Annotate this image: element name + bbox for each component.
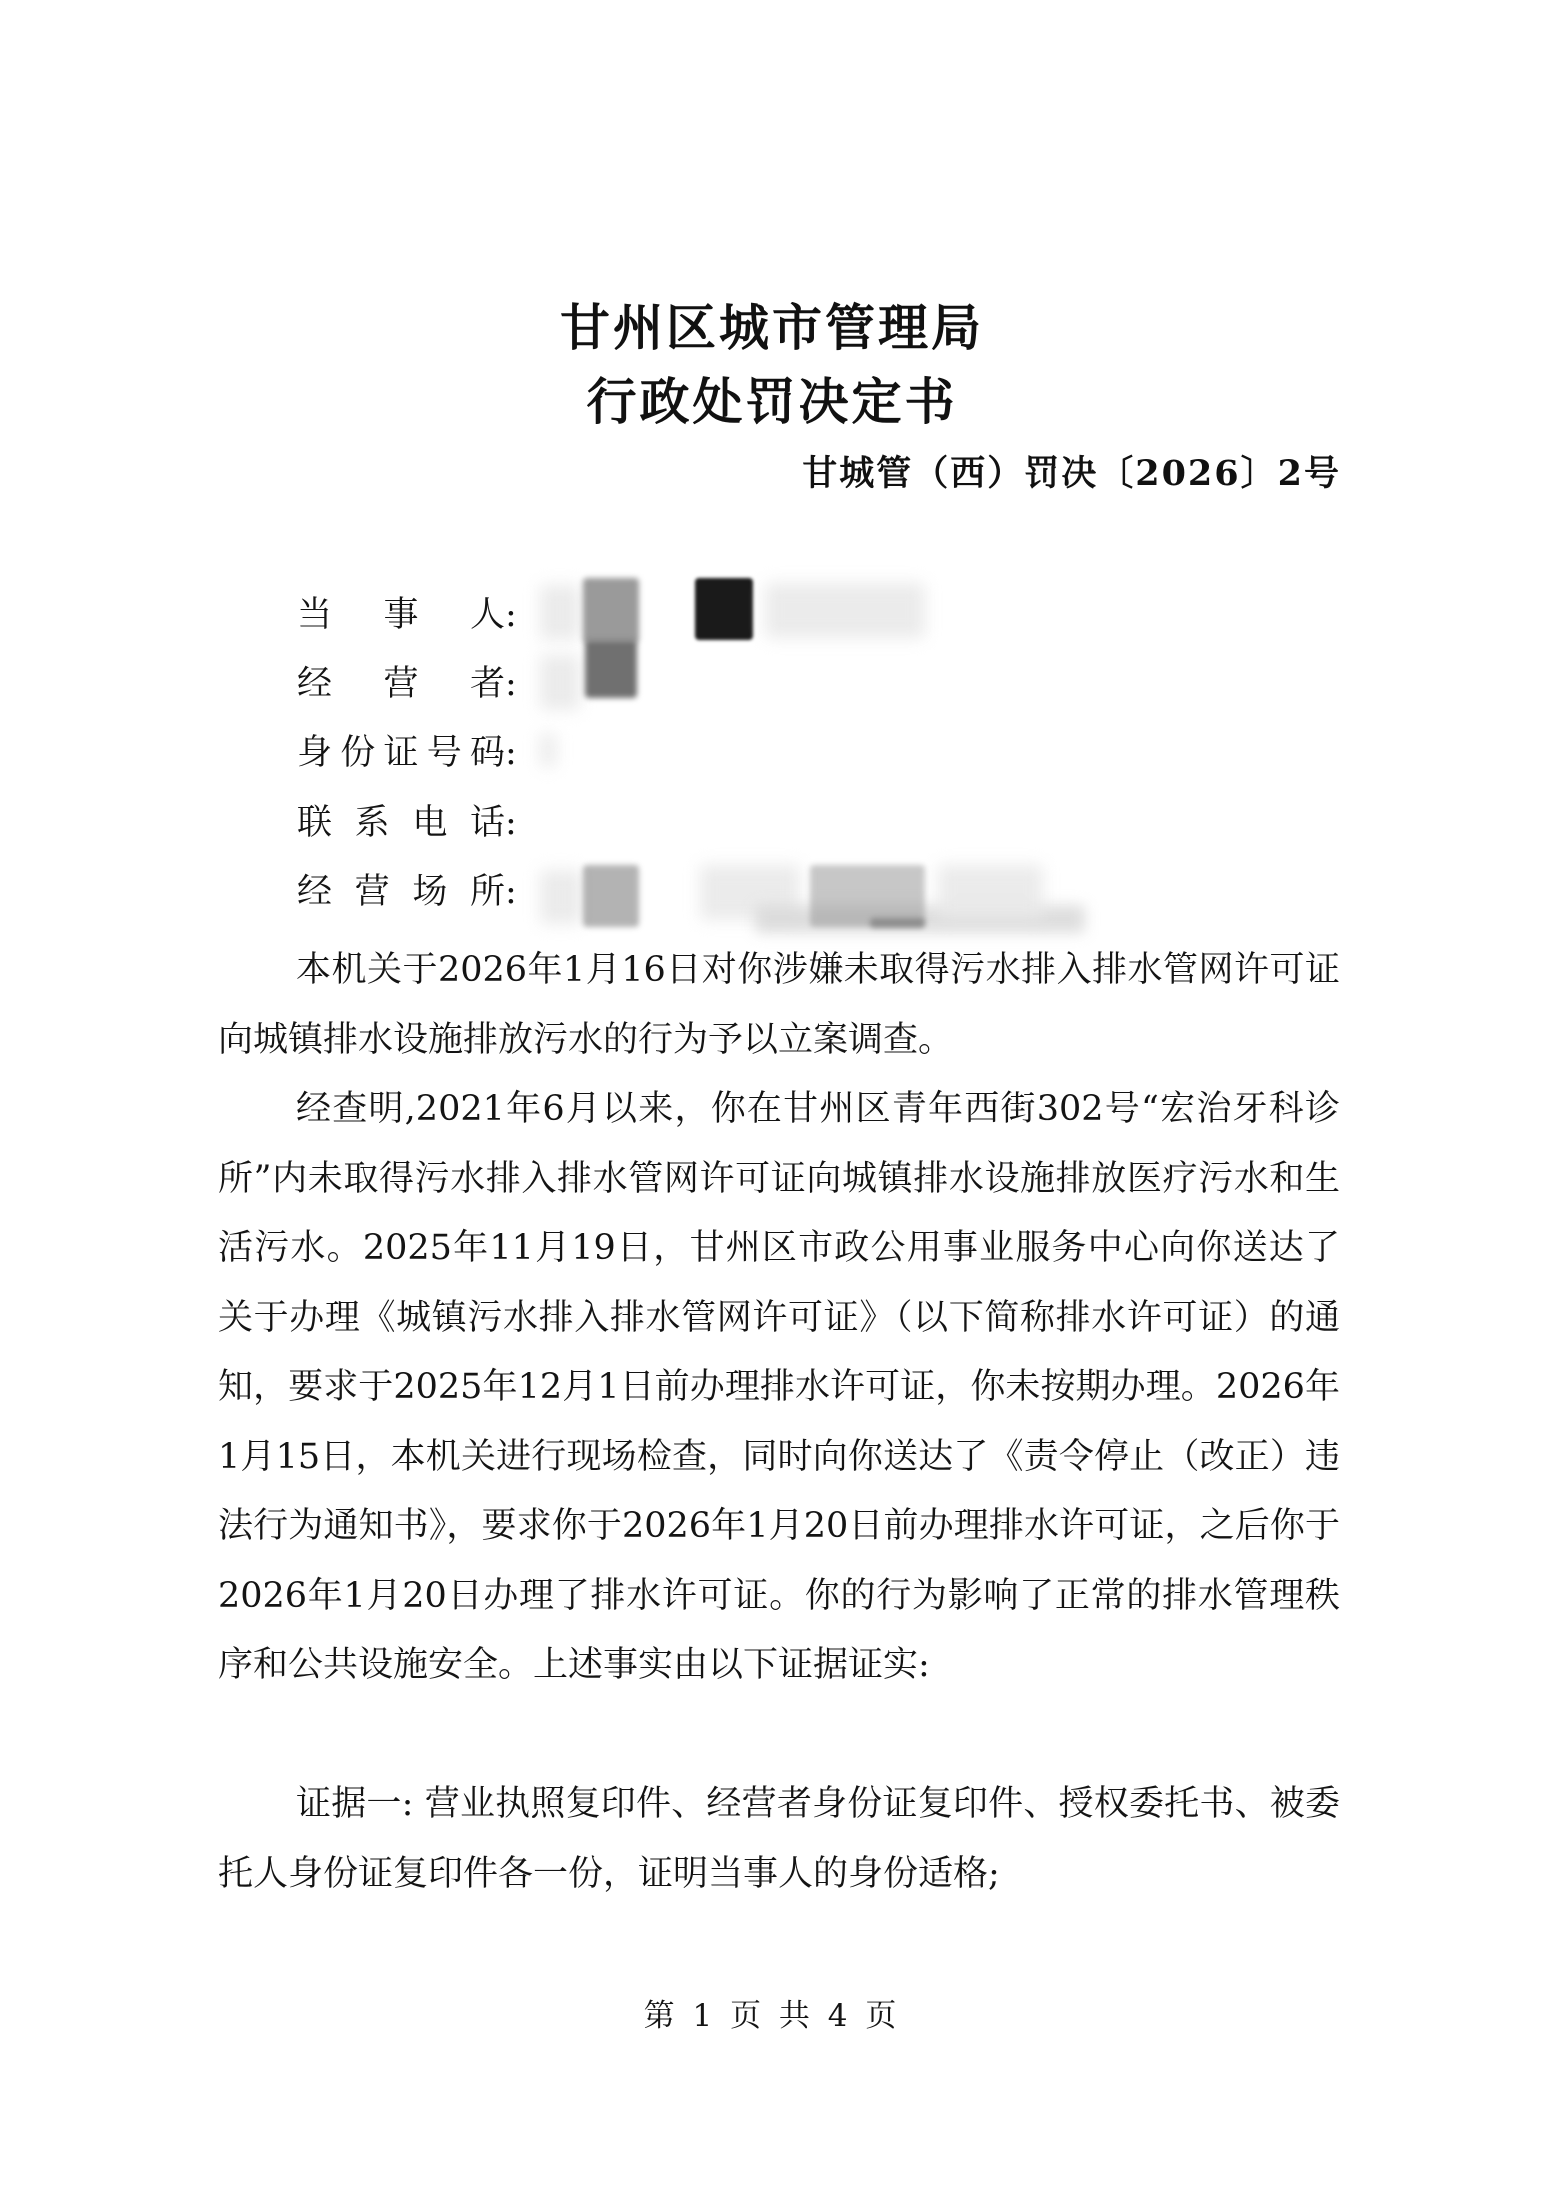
redaction-blur (585, 640, 637, 698)
field-party-label: 当事人 (297, 595, 505, 635)
redaction-blur (540, 655, 580, 710)
redaction-blur (583, 865, 639, 927)
field-id-number-label: 身份证号码 (297, 733, 505, 773)
document-title-agency: 甘州区城市管理局 (560, 298, 984, 357)
field-phone-colon: : (505, 803, 517, 843)
redaction-blur (870, 918, 925, 928)
field-id-number (297, 733, 529, 773)
document-title-type: 行政处罚决定书 (586, 372, 958, 431)
redaction-blur (938, 865, 1043, 920)
field-id-number-colon: : (505, 733, 517, 773)
redaction-blur (540, 870, 582, 924)
field-party-colon: : (505, 595, 517, 635)
field-operator-colon: : (505, 664, 517, 704)
paragraph-findings: 经查明,2021年6月以来，你在甘州区青年西街302号“宏治牙科诊所”内未取得污水排入排水管网许可证向城镇排水设施排放医疗污水和生活污水。2025年11月19日，甘州区市政公用事业服务中心向你送达了关于办理《城镇污水排入排水管网许可证》（以下简称排水许可证）的通知，要求于2025年12月1日前办理排水许可证，你未按期办理。2026年1月15日，本机关进行现场检查，同时向你送达了《责令停止（改正）违法行为通知书》，要求你于2026年1月20日前办理排水许可证，之后你于2026年1月20日办理了排水许可证。你的行为影响了正常的排水管理秩序和公共设施安全。上述事实由以下证据证实: (218, 1089, 1340, 1685)
field-business-address (297, 872, 529, 912)
redaction-blur (583, 578, 639, 643)
field-party (297, 595, 529, 635)
redaction-blur (695, 578, 753, 640)
page-number: 第 1 页 共 4 页 (643, 1998, 901, 2034)
document-number: 甘城管（西）罚决〔2026〕2号 (802, 453, 1341, 494)
field-business-address-label: 经营场所 (297, 872, 505, 912)
paragraph-case-filing: 本机关于2026年1月16日对你涉嫌未取得污水排入排水管网许可证向城镇排水设施排放污水的行为予以立案调查。 (218, 950, 1340, 1060)
field-operator-label: 经营者 (297, 664, 505, 704)
paragraph-evidence-1: 证据一: 营业执照复印件、经营者身份证复印件、授权委托书、被委托人身份证复印件各一份，证明当事人的身份适格; (218, 1784, 1340, 1894)
redaction-blur (540, 733, 556, 767)
redaction-blur (540, 585, 580, 640)
field-phone (297, 803, 529, 843)
field-business-address-colon: : (505, 872, 517, 912)
redaction-blur (765, 583, 925, 638)
field-phone-label: 联系电话 (297, 803, 505, 843)
field-operator (297, 664, 529, 704)
